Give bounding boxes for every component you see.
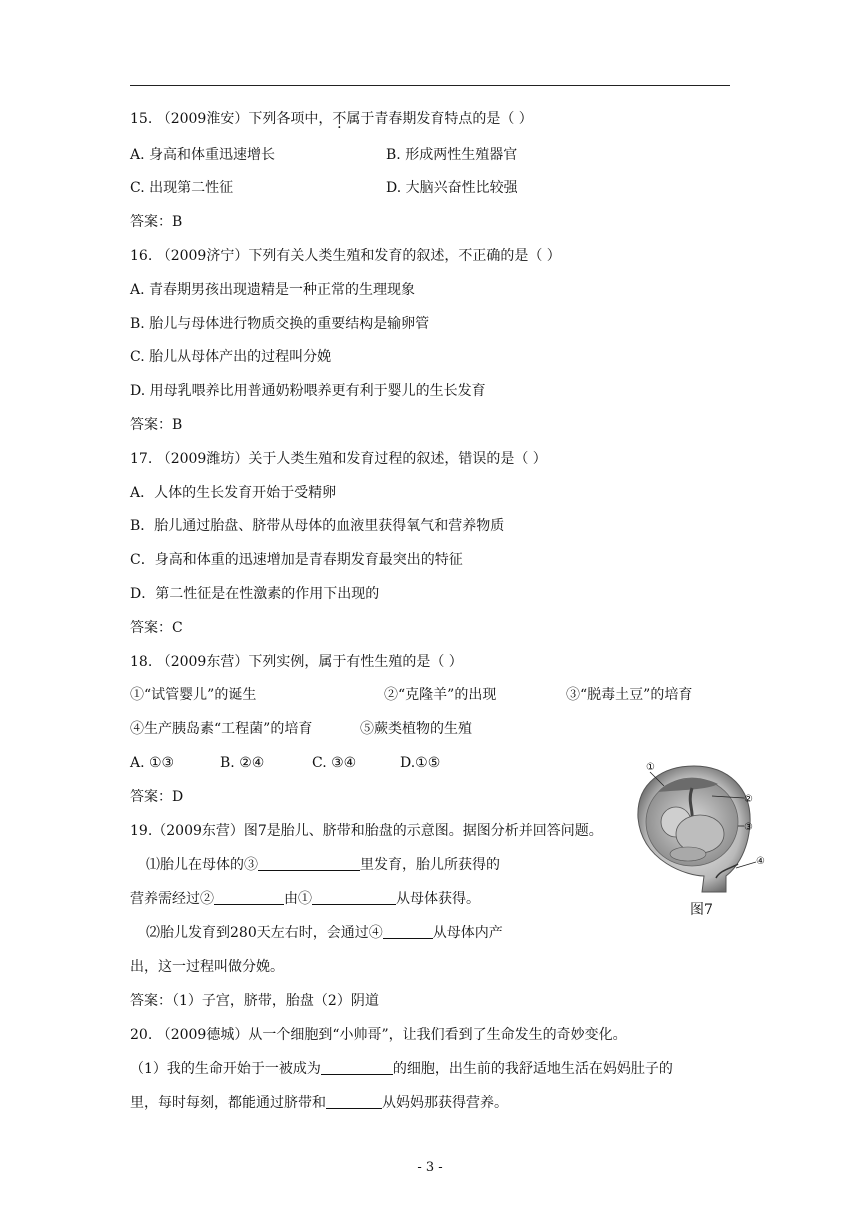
q18-stem: 18. （2009东营）下列实例，属于有性生殖的是（ ） — [130, 654, 463, 670]
q18-option-b: B. ②④ — [220, 755, 265, 771]
q18-choice-4: ④生产胰岛素“工程菌”的培育 — [130, 721, 313, 737]
emphasis-dot-char: 不 — [332, 111, 347, 127]
q15-option-d: D. 大脑兴奋性比较强 — [386, 180, 518, 196]
q18-choice-5: ⑤蕨类植物的生殖 — [360, 721, 472, 737]
q19-part2-line1: ⑵胎儿发育到280天左右时，会通过④ 从母体内产 — [146, 925, 503, 941]
q19-answer: 答案：（1）子宫，脐带，胎盘（2）阴道 — [130, 993, 379, 1009]
q18-answer: 答案：D — [130, 789, 184, 805]
figure-label-1: ① — [646, 762, 655, 773]
page-number: - 3 - — [417, 1160, 443, 1175]
q18-option-d: D.①⑤ — [400, 755, 441, 771]
figure-label-2: ② — [744, 794, 753, 805]
q15-option-a: A. 身高和体重迅速增长 — [130, 147, 276, 163]
q18-choice-2: ②“克隆羊”的出现 — [384, 687, 497, 703]
q16-option-b: B. 胎儿与母体进行物质交换的重要结构是输卵管 — [130, 316, 430, 332]
q15-answer: 答案：B — [130, 214, 183, 230]
q16-option-c: C. 胎儿从母体产出的过程叫分娩 — [130, 349, 332, 365]
q17-stem: 17. （2009潍坊）关于人类生殖和发育过程的叙述，错误的是（ ） — [130, 451, 547, 467]
fetus-placenta-diagram — [628, 758, 770, 894]
figure-caption: 图7 — [690, 902, 713, 918]
q17-option-b: B．胎儿通过胎盘、脐带从母体的血液里获得氧气和营养物质 — [130, 518, 505, 534]
q17-answer: 答案：C — [130, 620, 183, 636]
q16-answer: 答案：B — [130, 417, 183, 433]
header-rule — [130, 85, 730, 86]
q15-stem: 15. （2009淮安）下列各项中，不属于青春期发育特点的是（ ） — [130, 111, 533, 127]
q20-part1-line1: （1）我的生命开始于一被成为 的细胞，出生前的我舒适地生活在妈妈肚子的 — [130, 1061, 673, 1077]
q19-part1-line1: ⑴胎儿在母体的③ 里发育，胎儿所获得的 — [146, 857, 500, 873]
q15-option-c: C. 出现第二性征 — [130, 180, 234, 196]
q19-part2-line2: 出，这一过程叫做分娩。 — [130, 959, 284, 975]
fill-blank — [258, 856, 360, 871]
q18-option-c: C. ③④ — [312, 755, 357, 771]
q18-option-a: A. ①③ — [130, 755, 175, 771]
q18-choice-1: ①“试管婴儿”的诞生 — [130, 687, 257, 703]
q18-choice-3: ③“脱毒土豆”的培育 — [566, 687, 693, 703]
fill-blank — [312, 890, 396, 905]
figure-label-4: ④ — [756, 856, 765, 867]
q17-option-a: A．人体的生长发育开始于受精卵 — [130, 485, 337, 501]
q15-option-b: B. 形成两性生殖器官 — [386, 147, 518, 163]
fill-blank — [383, 924, 433, 939]
q16-stem: 16. （2009济宁）下列有关人类生殖和发育的叙述，不正确的是（ ） — [130, 248, 561, 264]
figure-label-3: ③ — [744, 822, 753, 833]
fill-blank — [321, 1060, 393, 1075]
q17-option-d: D．第二性征是在性激素的作用下出现的 — [130, 586, 380, 602]
q17-option-c: C．身高和体重的迅速增加是青春期发育最突出的特征 — [130, 552, 463, 568]
q16-option-d: D. 用母乳喂养比用普通奶粉喂养更有利于婴儿的生长发育 — [130, 383, 486, 399]
fill-blank — [326, 1094, 382, 1109]
q19-part1-line2: 营养需经过② 由① 从母体获得。 — [130, 891, 480, 907]
q16-option-a: A. 青春期男孩出现遗精是一种正常的生理现象 — [130, 282, 416, 298]
fill-blank — [214, 890, 284, 905]
q20-part1-line2: 里，每时每刻，都能通过脐带和 从妈妈那获得营养。 — [130, 1095, 508, 1111]
q20-stem: 20. （2009德城）从一个细胞到“小帅哥”，让我们看到了生命发生的奇妙变化。 — [130, 1027, 627, 1043]
q19-stem: 19.（2009东营）图7是胎儿、脐带和胎盘的示意图。据图分析并回答问题。 — [130, 823, 603, 839]
